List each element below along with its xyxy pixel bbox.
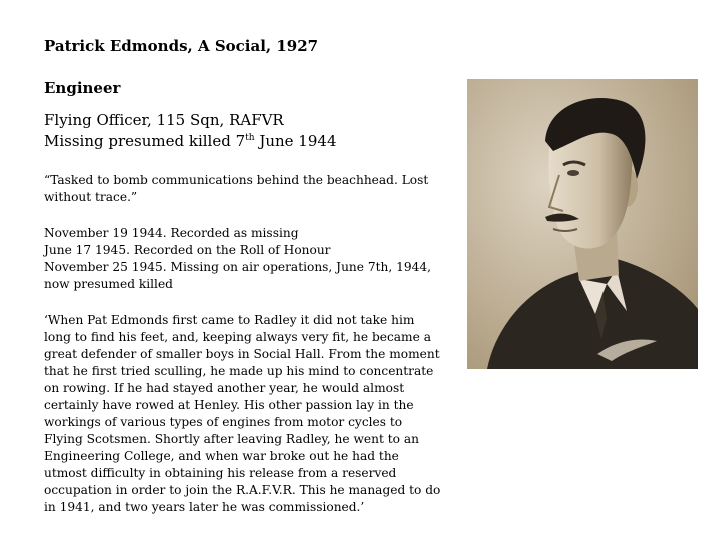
- record-line: June 17 1945. Recorded on the Roll of Honour: [44, 243, 331, 257]
- record-line: November 19 1944. Recorded as missing: [44, 226, 299, 240]
- records-list: [44, 225, 444, 293]
- rank-line: Flying Officer, 115 Sqn, RAFVR: [44, 111, 284, 129]
- status-line: [44, 131, 444, 152]
- portrait-illustration: [467, 79, 698, 369]
- portrait-photo: [467, 79, 698, 369]
- text-column: [44, 36, 444, 516]
- status-prefix: Missing presumed killed 7: [44, 132, 246, 150]
- page-title: Patrick Edmonds, A Social, 1927: [44, 37, 319, 55]
- status-suffix: June 1944: [254, 132, 337, 150]
- service-details: [44, 110, 444, 152]
- role-heading: Engineer: [44, 79, 121, 97]
- status-superscript: th: [245, 133, 255, 143]
- mission-quote: “Tasked to bomb communications behind the beachhead. Lost without trace.”: [44, 173, 429, 204]
- record-line: November 25 1945. Missing on air operations, June 7th, 1944, now presumed killed: [44, 260, 431, 291]
- tribute-text: ‘When Pat Edmonds first came to Radley it did not take him long to find his feet, and, keeping always very fit, he became a great defender of smaller boys in Social Hall. From the moment that he first tried sculling, he made up his mind to concentrate on rowing. If he had stayed another year, he would almost certainly have rowed at Henley. His other passion lay in the workings of various types of engines from motor cycles to Flying Scotsmen. Shortly after leaving Radley, he went to an Engineering College, and when war broke out he had the utmost difficulty in obtaining his release from a reserved occupation in order to join the R.A.F.V.R. This he managed to do in 1941, and two years later he was commissioned.’: [44, 313, 441, 514]
